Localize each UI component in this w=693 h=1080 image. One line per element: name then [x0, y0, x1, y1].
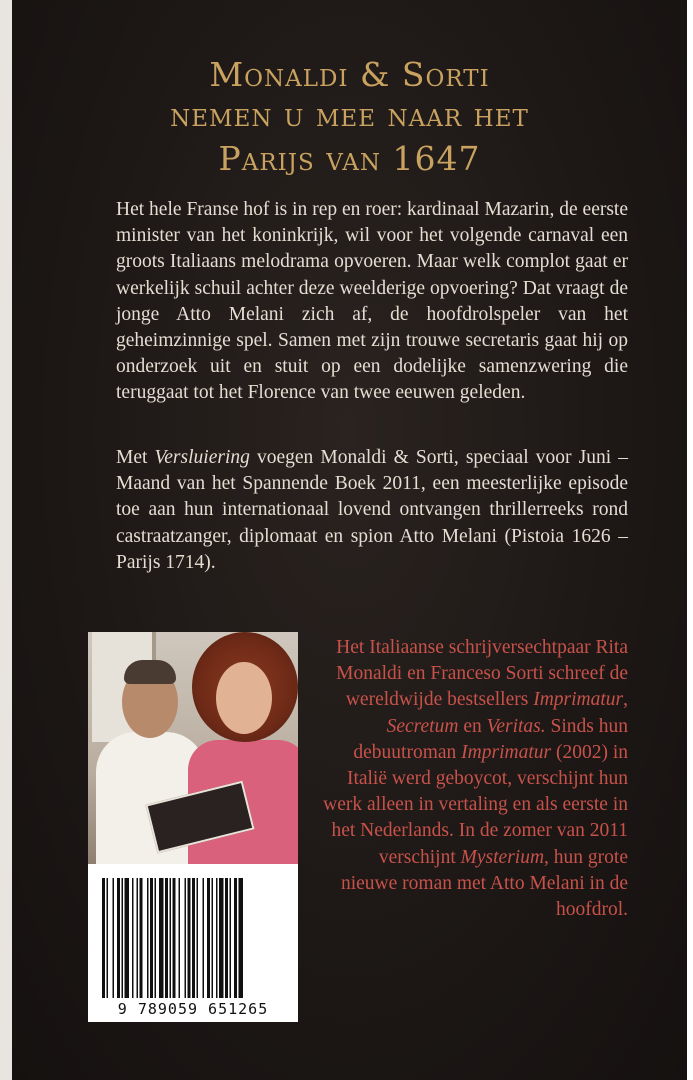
barcode-bar	[225, 878, 228, 998]
barcode-bar	[203, 878, 205, 998]
barcode-bar	[125, 878, 130, 998]
book-title: Versluiering	[154, 447, 250, 468]
barcode-bar	[212, 878, 214, 998]
blurb-p2-pre: Met	[116, 447, 155, 468]
barcode-bar	[219, 878, 224, 998]
spine-edge	[0, 0, 12, 1080]
barcode-bar	[165, 878, 168, 998]
barcode-bar	[147, 878, 149, 998]
barcode-bar	[150, 878, 153, 998]
heading-line-3: Parijs van 1647	[218, 139, 481, 178]
barcode-bars	[102, 878, 284, 998]
barcode-bar	[188, 878, 191, 998]
barcode-bar	[137, 878, 139, 998]
heading-line-1: Monaldi & Sorti	[209, 55, 490, 94]
barcode-bar	[179, 878, 181, 998]
bio-title-secretum: Secretum	[386, 715, 459, 737]
bio-text-4: Sinds hun debuutroman	[353, 715, 628, 763]
barcode-bar	[140, 878, 143, 998]
bio-text-3: en	[458, 715, 487, 737]
barcode-bar	[234, 878, 237, 998]
bio-title-imprimatur-2: Imprimatur	[461, 741, 552, 763]
barcode-bar	[207, 878, 210, 998]
bio-title-imprimatur: Imprimatur	[533, 689, 624, 711]
barcode-bar	[132, 878, 134, 998]
barcode	[88, 864, 298, 1022]
barcode-bar	[107, 878, 109, 998]
barcode-bar	[155, 878, 157, 998]
barcode-bar	[197, 878, 199, 998]
photo-man-hair	[124, 660, 176, 684]
isbn-number: 9 789059 651265	[117, 1000, 269, 1018]
bio-text-5: (2002) in Italië werd geboycot, verschijnt hun werk alleen in vertaling en als eerste in het Nederlands. In de zomer van 2011 verschijnt	[323, 741, 628, 868]
bio-text-6: , hun grote nieuwe roman met Atto Melani in de hoofdrol.	[340, 846, 628, 921]
barcode-bar	[216, 878, 218, 998]
blurb-paragraph-1: Het hele Franse hof is in rep en roer: kardinaal Mazarin, de eerste minister van het koninkrijk, wil voor het volgende carnaval een groots Italiaans melodrama opvoeren. Maar welk complot gaat er werkelijk schuil achter deze weelderige opvoering? Dat vraagt de jonge Atto Melani zich af, de hoofdrolspeler van het geheimzinnige spel. Samen met zijn trouwe secretaris gaat hij op onderzoek uit en stuit op een dodelijke samenzwering die teruggaat tot het Florence van twee eeuwen geleden.	[116, 199, 628, 404]
barcode-bar	[159, 878, 164, 998]
blurb-p2-post: voegen Monaldi & Sorti, speciaal voor Juni – Maand van het Spannende Boek 2011, een meesterlijke episode toe aan hun internationaal lovend ontvangen thrillerreeks rond castraatzanger, diplomaat en spion Atto Melani (Pistoia 1626 – Parijs 1714).	[116, 447, 628, 573]
barcode-bar	[192, 878, 195, 998]
barcode-bar	[102, 878, 105, 998]
back-cover	[12, 0, 687, 1080]
barcode-bar	[113, 878, 115, 998]
heading-line-2: nemen u mee naar het	[170, 95, 529, 134]
author-bio	[322, 635, 628, 923]
bio-title-mysterium: Mysterium	[460, 846, 545, 868]
bio-title-veritas: Veritas.	[486, 715, 546, 737]
author-photo	[88, 632, 298, 864]
barcode-bar	[117, 878, 120, 998]
bio-text-2: ,	[623, 689, 628, 711]
barcode-bar	[185, 878, 187, 998]
bio-text-1: Het Italiaanse schrijversechtpaar Rita Monaldi en Franceso Sorti schreef de wereldwijde bestsellers	[336, 637, 628, 711]
barcode-bar	[173, 878, 176, 998]
barcode-bar	[230, 878, 232, 998]
barcode-bar	[170, 878, 172, 998]
barcode-bar	[122, 878, 124, 998]
barcode-bar	[239, 878, 244, 998]
photo-woman-face	[216, 662, 272, 734]
blurb-paragraph-2	[116, 445, 628, 576]
